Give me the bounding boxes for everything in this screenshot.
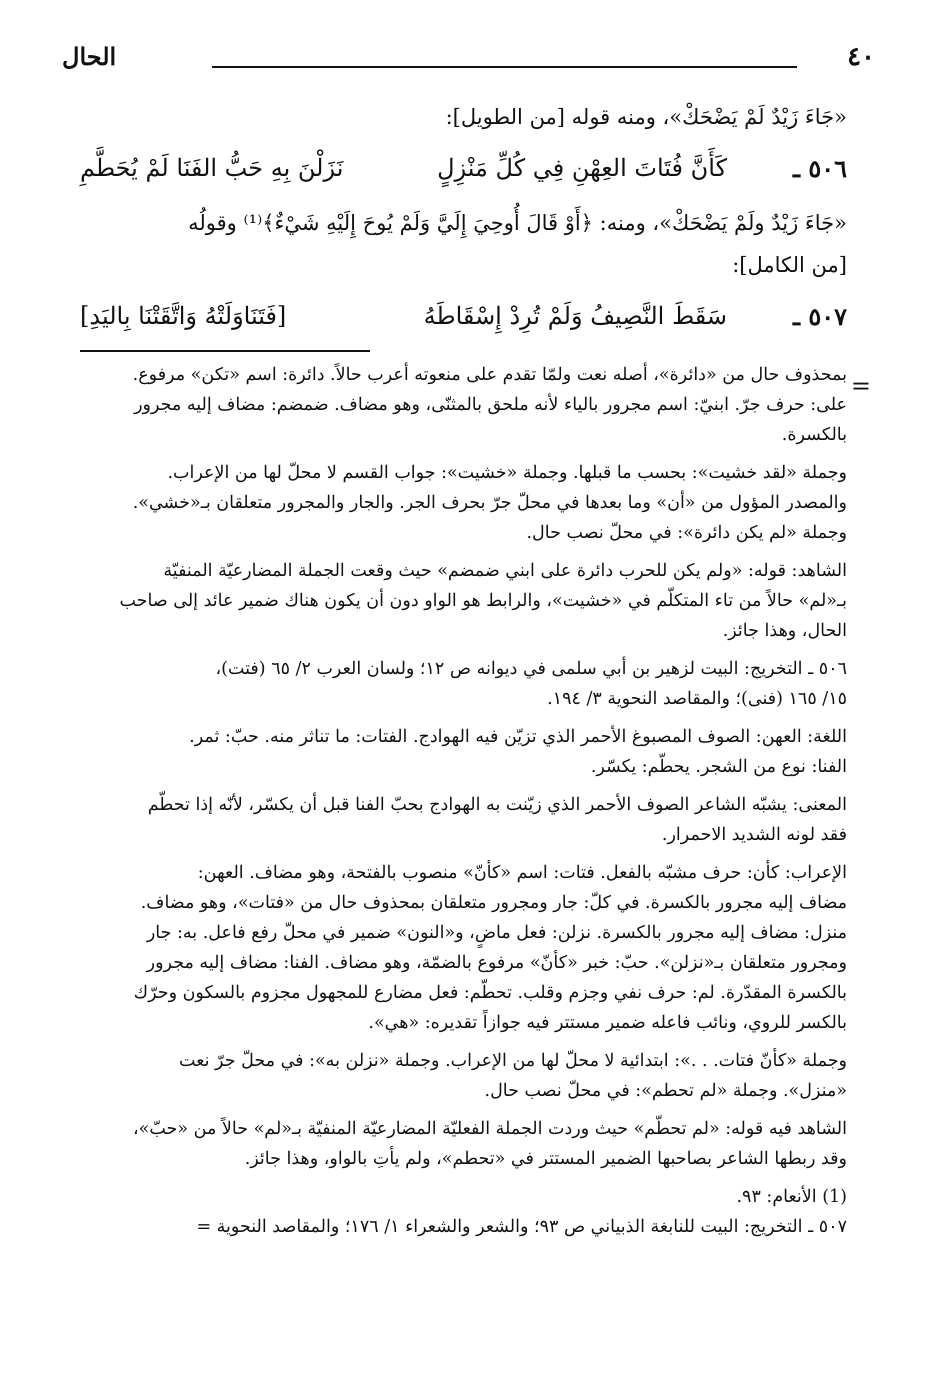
paragraph: [80, 858, 847, 1038]
section-separator: [80, 350, 370, 352]
page-header: [62, 42, 875, 74]
verse-second-hemistich: نَزَلْنَ بِهِ حَبُّ الفَنَا لَمْ يُحَطَّمِ: [80, 154, 344, 182]
commentary: [80, 360, 847, 1250]
text-line: «جَاءَ زَيْدٌ ولَمْ يَضْحَكْ»، ومنه: ﴿أَوْ قَالَ أُوحِيَ إِلَيَّ وَلَمْ يُوحَ إِلَيْهِ شَيْءٌ﴾⁽¹⁾ وقولُه: [188, 211, 847, 235]
paragraph-line: وجملة «لقد خشيت»: بحسب ما قبلها. وجملة «خشيت»: جواب القسم لا محلّ لها من الإعراب.: [167, 463, 847, 483]
paragraph-line: بـ«لم» حالاً من تاء المتكلّم في «خشيت»، والرابط هو الواو دون أن يكون هناك ضمير عائد إلى صاحب: [119, 591, 847, 611]
paragraph-line: منزل: مضاف إليه مجرور بالكسرة. نزلن: فعل ماضٍ، و«النون» ضمير في محلّ رفع فاعل. به: جار: [146, 923, 847, 943]
paragraph-line: بالكسرة.: [781, 425, 847, 445]
footnote: (1) الأنعام: ٩٣.: [736, 1187, 847, 1207]
paragraph-line: بالكسرة المقدّرة. لم: حرف نفي وجزم وقلب. تحطّم: فعل مضارع للمجهول مجزوم بالسكون وحرّك: [133, 983, 847, 1003]
paragraph: [80, 790, 847, 850]
text-line: «جَاءَ زَيْدٌ لَمْ يَضْحَكْ»، ومنه قوله [من الطويل]:: [445, 105, 847, 129]
paragraph-line: وقد ربطها الشاعر بصاحبها الضمير المستتر في «تحطم»، ولم يأتِ بالواو، وهذا جائز.: [244, 1149, 847, 1169]
paragraph-line: الشاهد فيه قوله: «لم تحطّم» حيث وردت الجملة الفعليّة المضارعيّة المنفيّة بـ«لم» حالاً من «حبّ»،: [133, 1119, 847, 1139]
paragraph: [80, 1212, 847, 1242]
paragraph-line: ومجرور متعلقان بـ«نزلن». حبّ: خبر «كأنّ» مرفوع بالضمّة، وهو مضاف. الفنا: مضاف إليه مجرور: [146, 953, 847, 973]
paragraph-line: بالكسر للروي، ونائب فاعله ضمير مستتر فيه جوازاً تقديره: «هي».: [368, 1013, 847, 1033]
paragraph-line: وجملة «لم يكن دائرة»: في محلّ نصب حال.: [526, 523, 847, 543]
paragraph-line: الحال، وهذا جائز.: [722, 621, 847, 641]
text-line: [من الكامل]:: [732, 253, 847, 277]
verse-507: [80, 292, 847, 346]
paragraph-line: بمحذوف حال من «دائرة»، أصله نعت ولمّا تقدم على منعوته أعرب حالاً. دائرة: اسم «تكن» مرفوع.: [132, 365, 847, 385]
paragraph-line: ٥٠٧ ـ التخريج: البيت للنابغة الذبياني ص ٩٣؛ والشعر والشعراء ١/ ١٧٦؛ والمقاصد النحوية =: [196, 1217, 847, 1237]
header-rule: [212, 66, 797, 68]
verse-second-hemistich: [فَتَنَاوَلَتْهُ وَاتَّقَتْنَا بِاليَدِ]: [80, 302, 287, 330]
paragraph: [80, 458, 847, 548]
paragraph-line: «منزل». وجملة «لم تحطم»: في محلّ نصب حال.: [484, 1081, 847, 1101]
paragraph-line: ٥٠٦ ـ التخريج: البيت لزهير بن أبي سلمى في ديوانه ص ١٢؛ ولسان العرب ٢/ ٦٥ (فتت)،: [215, 659, 847, 679]
verse-506: [80, 144, 847, 198]
verse-number: ٥٠٦ ـ: [792, 154, 847, 183]
paragraph-line: اللغة: العهن: الصوف المصبوغ الأحمر الذي تزيّن فيه الهوادج. الفتات: ما تناثر منه. حبّ: ثمر.: [189, 727, 847, 747]
paragraph-line: على: حرف جرّ. ابنيّ: اسم مجرور بالياء لأنه ملحق بالمثنّى، وهو مضاف. ضمضم: مضاف إليه مجرور: [134, 395, 847, 415]
paragraph: [80, 360, 847, 450]
verse-first-hemistich: كَأَنَّ فُتَاتَ العِهْنِ فِي كُلِّ مَنْزِلٍ: [437, 154, 727, 182]
paragraph-line: ١٥/ ١٦٥ (فنى)؛ والمقاصد النحوية ٣/ ١٩٤.: [547, 689, 847, 709]
page-number: ٤٠: [847, 42, 875, 72]
paragraph-line: الفنا: نوع من الشجر. يحطّم: يكسّر.: [590, 757, 847, 777]
paragraph-line: المعنى: يشبّه الشاعر الصوف الأحمر الذي زيّنت به الهوادج بحبّ الفنا قبل أن يكسّر، لأنّه إذا تحطّم: [147, 795, 847, 815]
paragraph-line: مضاف إليه مجرور بالكسرة. في كلّ: جار ومجرور متعلقان بمحذوف حال من «فتات»، وهو مضاف.: [140, 893, 847, 913]
paragraph: [80, 556, 847, 646]
verse-number: ٥٠٧ ـ: [792, 302, 847, 331]
main-text: [80, 96, 847, 350]
paragraph-line: الإعراب: كأن: حرف مشبّه بالفعل. فتات: اسم «كأنّ» منصوب بالفتحة، وهو مضاف. العهن:: [197, 863, 847, 883]
paragraph-line: وجملة «كأنّ فتات. . .»: ابتدائية لا محلّ لها من الإعراب. وجملة «نزلن به»: في محلّ جرّ نعت: [178, 1051, 847, 1071]
paragraph-line: فقد لونه الشديد الاحمرار.: [661, 825, 847, 845]
paragraph: [80, 654, 847, 714]
verse-first-hemistich: سَقَطَ النَّصِيفُ وَلَمْ تُرِدْ إِسْقَاطَهُ: [423, 302, 727, 330]
running-title: الحال: [62, 42, 117, 71]
continuation-mark: =: [850, 372, 871, 400]
paragraph-line: والمصدر المؤول من «أن» وما بعدها في محلّ جرّ بحرف الجر. والجار والمجرور متعلقان بـ«خشي».: [132, 493, 847, 513]
paragraph: [80, 722, 847, 782]
paragraph: [80, 1114, 847, 1174]
paragraph: [80, 1046, 847, 1106]
paragraph-line: الشاهد: قوله: «ولم يكن للحرب دائرة على ابني ضمضم» حيث وقعت الجملة المضارعيّة المنفيّة: [163, 561, 847, 581]
